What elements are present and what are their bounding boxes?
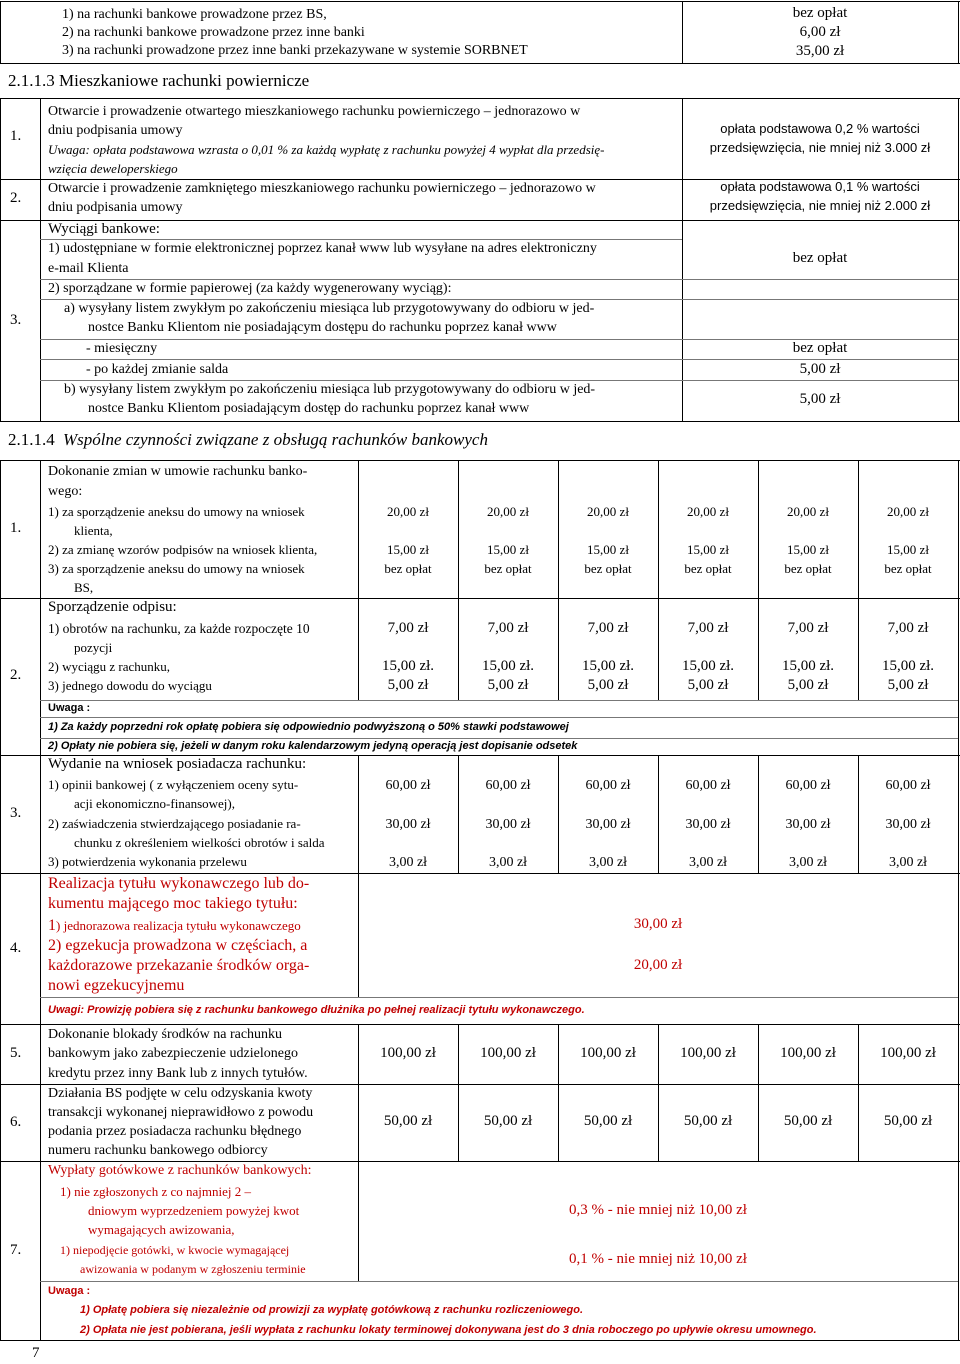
cell-value: 15,00 zł. bbox=[881, 658, 935, 674]
row-text: b) wysyłany listem zwykłym po zakończeniu miesiąca lub przygotowywany do odbioru w jed- bbox=[64, 382, 596, 397]
note-text: 1) Opłatę pobiera się niezależnie od prowizji za wypłatę gotówkową z rachunku rozliczeniowego. bbox=[80, 1304, 584, 1316]
note-text: Uwagi: Prowizję pobiera się z rachunku bankowego dłużnika po pełnej realizacji tytułu wykonawczego. bbox=[48, 1004, 585, 1016]
row-number: 3. bbox=[10, 312, 22, 328]
cell-value: 15,00 zł. bbox=[381, 658, 435, 674]
row-fee: 0,1 % - nie mniej niż 10,00 zł bbox=[569, 1251, 747, 1267]
note-text: 1) Za każdy poprzedni rok opłatę pobiera się odpowiednio podwyższoną o 50% stawki podstawowej bbox=[48, 721, 569, 733]
row-item: 3) za sporządzenie aneksu do umowy na wniosek bbox=[48, 561, 305, 576]
cell-value: 5,00 zł bbox=[887, 677, 929, 693]
item-number: 1 bbox=[48, 917, 56, 934]
row-text: nostce Banku Klientom nie posiadającym dostępu do rachunku poprzez kanał www bbox=[88, 320, 557, 335]
row-fee: 20,00 zł bbox=[633, 957, 683, 973]
row-title: wego: bbox=[48, 484, 83, 499]
row-title: Sporządzenie odpisu: bbox=[48, 599, 177, 615]
row-text: Dokonanie blokady środków na rachunku bbox=[48, 1027, 283, 1042]
row-text: Otwarcie i prowadzenie otwartego mieszkaniowego rachunku powierniczego – jednorazowo w bbox=[48, 104, 581, 119]
cell-value: 7,00 zł bbox=[487, 620, 529, 636]
cell-value: 15,00 zł. bbox=[581, 658, 635, 674]
row-fee: 5,00 zł bbox=[799, 361, 841, 377]
top-fee-3: 35,00 zł bbox=[795, 43, 845, 59]
row-text: transakcji wykonanej nieprawidłowo z powodu bbox=[48, 1105, 314, 1120]
row-item: wymagających awizowania, bbox=[88, 1222, 235, 1237]
row-item: 1) obrotów na rachunku, za każde rozpoczęte 10 bbox=[48, 621, 310, 636]
note-label: Uwaga : bbox=[48, 702, 91, 714]
cell-value: 20,00 zł bbox=[387, 504, 429, 519]
row-item: 1) nie zgłoszonych z co najmniej 2 – bbox=[60, 1184, 251, 1199]
row-fee: 5,00 zł bbox=[799, 391, 841, 407]
cell-value: 15,00 zł. bbox=[481, 658, 535, 674]
cell-value: 7,00 zł bbox=[787, 620, 829, 636]
row-number: 2. bbox=[10, 667, 22, 683]
row-text: Działania BS podjęte w celu odzyskania kwoty bbox=[48, 1086, 313, 1101]
cell-value: 60,00 zł bbox=[885, 778, 931, 793]
cell-value: 60,00 zł bbox=[585, 778, 631, 793]
row-item: 2) egzekucja prowadzona w częściach, a bbox=[48, 937, 308, 954]
row-text: dniu podpisania umowy bbox=[48, 123, 183, 138]
row-item: nowi egzekucyjnemu bbox=[48, 977, 185, 994]
row-item: 1) za sporządzenie aneksu do umowy na wniosek bbox=[48, 504, 305, 519]
row-fee: 0,3 % - nie mniej niż 10,00 zł bbox=[569, 1202, 747, 1218]
cell-value: bez opłat bbox=[584, 561, 632, 576]
row-fee: bez opłat bbox=[792, 340, 848, 356]
cell-value: 7,00 zł bbox=[687, 620, 729, 636]
cell-value: 30,00 zł bbox=[485, 817, 531, 832]
row-fee: przedsięwzięcia, nie mniej niż 3.000 zł bbox=[709, 140, 931, 155]
row-text: a) wysyłany listem zwykłym po zakończeniu miesiąca lub przygotowywany do odbioru w jed- bbox=[64, 301, 595, 316]
cell-value: bez opłat bbox=[384, 561, 432, 576]
row-title: Dokonanie zmian w umowie rachunku banko- bbox=[48, 464, 308, 479]
cell-value: 100,00 zł bbox=[380, 1045, 436, 1061]
cell-value: 15,00 zł bbox=[587, 542, 629, 557]
cell-value: 3,00 zł bbox=[388, 855, 428, 870]
row-item: dniowym wyprzedzeniem powyżej kwot bbox=[88, 1203, 300, 1218]
cell-value: 15,00 zł bbox=[687, 542, 729, 557]
cell-value: 3,00 zł bbox=[588, 855, 628, 870]
row-text: dniu podpisania umowy bbox=[48, 200, 183, 215]
row-item: 1) niepodjęcie gotówki, w kwocie wymagającej bbox=[60, 1243, 290, 1257]
top-fee-1: bez opłat bbox=[792, 5, 848, 21]
row-title: Wyciągi bankowe: bbox=[48, 221, 160, 237]
row-number: 1. bbox=[10, 128, 22, 144]
cell-value: 100,00 zł bbox=[580, 1045, 636, 1061]
row-text: Otwarcie i prowadzenie zamkniętego mieszkaniowego rachunku powierniczego – jednorazowo w bbox=[48, 181, 596, 196]
section-heading-2113: 2.1.1.3 Mieszkaniowe rachunki powiernicze bbox=[8, 71, 310, 90]
row-item: 3) jednego dowodu do wyciągu bbox=[48, 678, 212, 693]
cell-value: 15,00 zł. bbox=[781, 658, 835, 674]
row-note: Uwaga: opłata podstawowa wzrasta o 0,01 % za każdą wypłatę z rachunku powyżej 4 wypłat dla przedsię- bbox=[48, 142, 605, 157]
cell-value: 50,00 zł bbox=[683, 1113, 733, 1129]
cell-value: 3,00 zł bbox=[488, 855, 528, 870]
cell-value: 30,00 zł bbox=[885, 817, 931, 832]
cell-value: 15,00 zł bbox=[487, 542, 529, 557]
row-text: podania przez posiadacza rachunku błędnego bbox=[48, 1124, 302, 1139]
row-text: kredytu przez inny Bank lub z innych tytułów. bbox=[48, 1066, 308, 1081]
cell-value: 5,00 zł bbox=[387, 677, 429, 693]
top-line-2: 2) na rachunki bankowe prowadzone przez inne banki bbox=[62, 25, 365, 40]
cell-value: 30,00 zł bbox=[685, 817, 731, 832]
section-heading-2114 bbox=[8, 430, 488, 450]
cell-value: 7,00 zł bbox=[887, 620, 929, 636]
cell-value: 100,00 zł bbox=[880, 1045, 936, 1061]
cell-value: 100,00 zł bbox=[680, 1045, 736, 1061]
row-fee: przedsięwzięcia, nie mniej niż 2.000 zł bbox=[709, 198, 931, 213]
row-fee: 30,00 zł bbox=[633, 916, 683, 932]
row-text: bankowym jako zabezpieczenie udzielonego bbox=[48, 1046, 298, 1061]
note-text: 2) Opłata nie jest pobierana, jeśli wypłata z rachunku lokaty terminowej dokonywana jest do 3 dnia roboczego po upływie okresu umownego. bbox=[80, 1324, 817, 1336]
cell-value: 3,00 zł bbox=[888, 855, 928, 870]
row-number: 7. bbox=[10, 1242, 22, 1258]
cell-value: 50,00 zł bbox=[383, 1113, 433, 1129]
cell-value: 30,00 zł bbox=[785, 817, 831, 832]
note-text: 2) Opłaty nie pobiera się, jeżeli w danym roku kalendarzowym jedyną operacją jest dopisanie odsetek bbox=[48, 740, 578, 752]
row-item: 2) zaświadczenia stwierdzającego posiadanie ra- bbox=[48, 816, 301, 831]
row-item: chunku z określeniem wielkości obrotów i salda bbox=[74, 835, 325, 850]
row-item: awizowania w podanym w zgłoszeniu terminie bbox=[80, 1262, 306, 1276]
row-text: - miesięczny bbox=[86, 341, 158, 356]
cell-value: 3,00 zł bbox=[688, 855, 728, 870]
cell-value: 100,00 zł bbox=[480, 1045, 536, 1061]
section-title: Wspólne czynności związane z obsługą rachunków bankowych bbox=[63, 430, 488, 449]
cell-value: 50,00 zł bbox=[883, 1113, 933, 1129]
note-label: Uwaga : bbox=[48, 1285, 91, 1297]
cell-value: 15,00 zł bbox=[887, 542, 929, 557]
top-fee-2: 6,00 zł bbox=[799, 24, 841, 40]
cell-value: 5,00 zł bbox=[687, 677, 729, 693]
row-number: 3. bbox=[10, 805, 22, 821]
row-item: 1) opinii bankowej ( z wyłączeniem oceny sytu- bbox=[48, 777, 299, 792]
row-text: nostce Banku Klientom posiadającym dostęp do rachunku poprzez kanał www bbox=[88, 401, 530, 416]
row-number: 4. bbox=[10, 940, 22, 956]
row-item bbox=[48, 917, 301, 935]
cell-value: 60,00 zł bbox=[785, 778, 831, 793]
cell-value: 50,00 zł bbox=[783, 1113, 833, 1129]
row-fee: opłata podstawowa 0,2 % wartości bbox=[720, 121, 920, 136]
cell-value: 7,00 zł bbox=[387, 620, 429, 636]
cell-value: 50,00 zł bbox=[583, 1113, 633, 1129]
row-text: 2) sporządzane w formie papierowej (za każdy wygenerowany wyciąg): bbox=[48, 281, 452, 296]
top-line-3: 3) na rachunki prowadzone przez inne banki przekazywane w systemie SORBNET bbox=[62, 43, 528, 58]
cell-value: 60,00 zł bbox=[385, 778, 431, 793]
cell-value: 60,00 zł bbox=[685, 778, 731, 793]
row-item: 2) za zmianę wzorów podpisów na wniosek klienta, bbox=[48, 542, 318, 557]
cell-value: 20,00 zł bbox=[787, 504, 829, 519]
row-item: acji ekonomiczno-finansowej), bbox=[74, 796, 235, 811]
row-number: 6. bbox=[10, 1114, 22, 1130]
cell-value: 30,00 zł bbox=[385, 817, 431, 832]
cell-value: 3,00 zł bbox=[788, 855, 828, 870]
row-text: - po każdej zmianie salda bbox=[86, 362, 229, 377]
cell-value: 15,00 zł bbox=[787, 542, 829, 557]
cell-value: bez opłat bbox=[484, 561, 532, 576]
row-fee: bez opłat bbox=[792, 250, 848, 266]
item-text: ) jednorazowa realizacja tytułu wykonawczego bbox=[56, 918, 301, 933]
cell-value: bez opłat bbox=[784, 561, 832, 576]
cell-value: 20,00 zł bbox=[887, 504, 929, 519]
row-item: BS, bbox=[74, 580, 94, 595]
row-item: każdorazowe przekazanie środków orga- bbox=[48, 957, 310, 974]
cell-value: 20,00 zł bbox=[587, 504, 629, 519]
cell-value: 20,00 zł bbox=[687, 504, 729, 519]
row-text: 1) udostępniane w formie elektronicznej poprzez kanał www lub wysyłane na adres elektroniczny bbox=[48, 241, 597, 256]
row-number: 1. bbox=[10, 520, 22, 536]
row-item: pozycji bbox=[74, 640, 113, 655]
row-number: 2. bbox=[10, 190, 22, 206]
top-line-1: 1) na rachunki bankowe prowadzone przez BS, bbox=[62, 7, 327, 22]
cell-value: bez opłat bbox=[684, 561, 732, 576]
row-title: Wydanie na wniosek posiadacza rachunku: bbox=[48, 756, 307, 772]
row-note: wzięcia deweloperskiego bbox=[48, 161, 178, 176]
cell-value: 15,00 zł. bbox=[681, 658, 735, 674]
cell-value: 5,00 zł bbox=[587, 677, 629, 693]
cell-value: 50,00 zł bbox=[483, 1113, 533, 1129]
row-title: Wypłaty gotówkowe z rachunków bankowych: bbox=[48, 1163, 312, 1178]
cell-value: 30,00 zł bbox=[585, 817, 631, 832]
cell-value: 5,00 zł bbox=[487, 677, 529, 693]
row-title: Realizacja tytułu wykonawczego lub do- bbox=[48, 875, 310, 892]
cell-value: 20,00 zł bbox=[487, 504, 529, 519]
row-item: 2) wyciągu z rachunku, bbox=[48, 659, 171, 674]
cell-value: 5,00 zł bbox=[787, 677, 829, 693]
row-text: e-mail Klienta bbox=[48, 261, 129, 276]
cell-value: 100,00 zł bbox=[780, 1045, 836, 1061]
section-number: 2.1.1.4 bbox=[8, 430, 55, 449]
row-title: kumentu mającego moc takiego tytułu: bbox=[48, 895, 298, 912]
row-number: 5. bbox=[10, 1045, 22, 1061]
row-item: 3) potwierdzenia wykonania przelewu bbox=[48, 854, 247, 869]
cell-value: bez opłat bbox=[884, 561, 932, 576]
page-number: 7 bbox=[32, 1345, 40, 1361]
row-item: klienta, bbox=[74, 523, 113, 538]
cell-value: 60,00 zł bbox=[485, 778, 531, 793]
cell-value: 15,00 zł bbox=[387, 542, 429, 557]
cell-value: 7,00 zł bbox=[587, 620, 629, 636]
row-text: numeru rachunku bankowego odbiorcy bbox=[48, 1143, 268, 1158]
row-fee: opłata podstawowa 0,1 % wartości bbox=[720, 179, 920, 194]
